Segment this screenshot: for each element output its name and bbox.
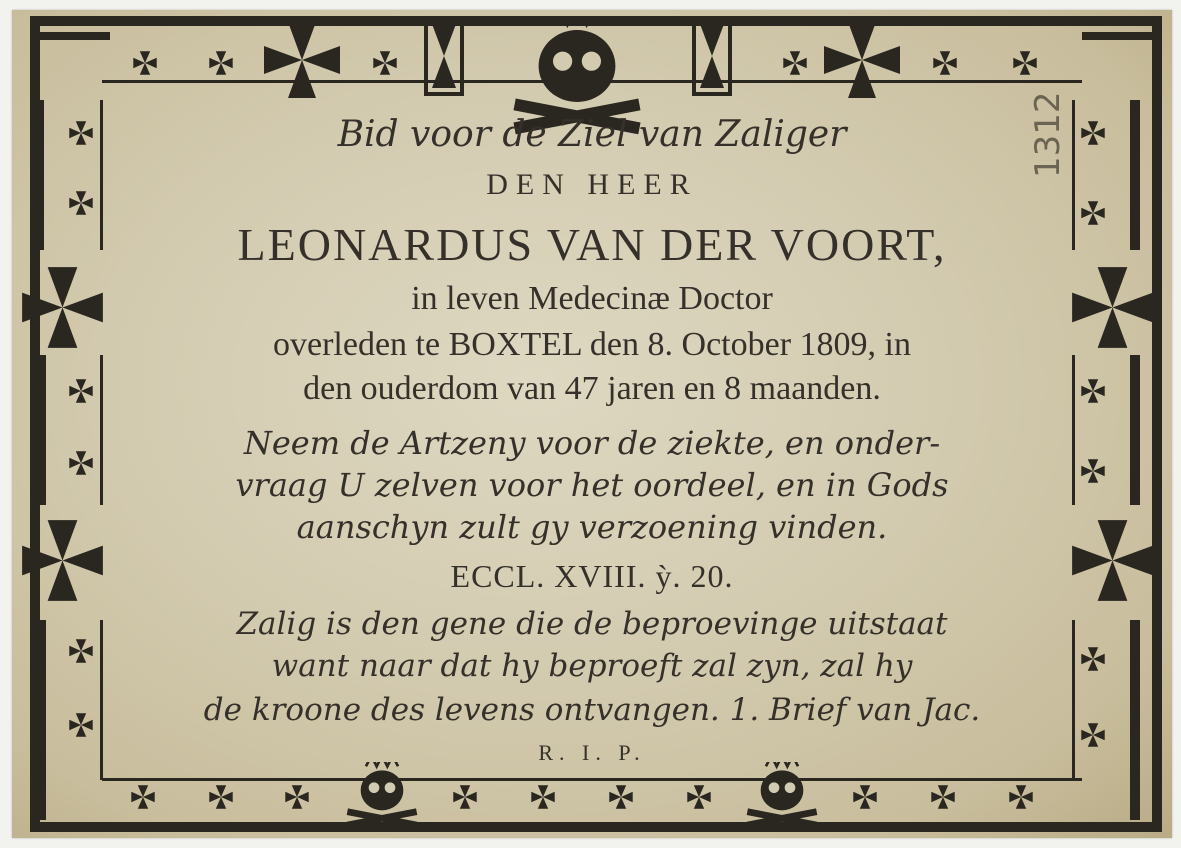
- maltese-cross-icon: [264, 22, 340, 98]
- skull-crossbones-icon: [515, 10, 640, 128]
- crowned-skull-icon: [347, 756, 416, 825]
- verse-line-1: Neem de Artzeny voor de ziekte, en onder-: [243, 424, 941, 462]
- verse-reference: ECCL. XVIII. ỳ. 20.: [450, 558, 734, 594]
- invocation-line: Bid voor de Ziel van Zaliger: [337, 114, 847, 155]
- verse-line-2: vraag U zelven voor het oordeel, en in Gods: [235, 466, 949, 504]
- quote-line-3: de kroone des levens ontvangen. 1. Brief van Jac.: [203, 692, 981, 728]
- title-den-heer: DEN HEER: [486, 168, 698, 201]
- crowned-skull-icon: [747, 756, 816, 825]
- quote-line-2: want naar dat hy beproeft zal zyn, zal hy: [271, 648, 913, 684]
- memorial-card: [12, 10, 1172, 838]
- rip-line: R. I. P.: [538, 740, 646, 765]
- deceased-name: LEONARDUS VAN DER VOORT,: [237, 219, 947, 270]
- profession-line: in leven Medecinæ Doctor: [411, 280, 773, 317]
- death-line: overleden te BOXTEL den 8. October 1809, in: [273, 326, 911, 363]
- quote-line-1: Zalig is den gene die de beproevinge uitstaat: [236, 606, 948, 642]
- handwritten-number: 1312: [1028, 91, 1068, 178]
- verse-line-3: aanschyn zult gy verzoening vinden.: [296, 508, 888, 546]
- age-line: den ouderdom van 47 jaren en 8 maanden.: [303, 370, 881, 407]
- maltese-cross-icon: [824, 22, 900, 98]
